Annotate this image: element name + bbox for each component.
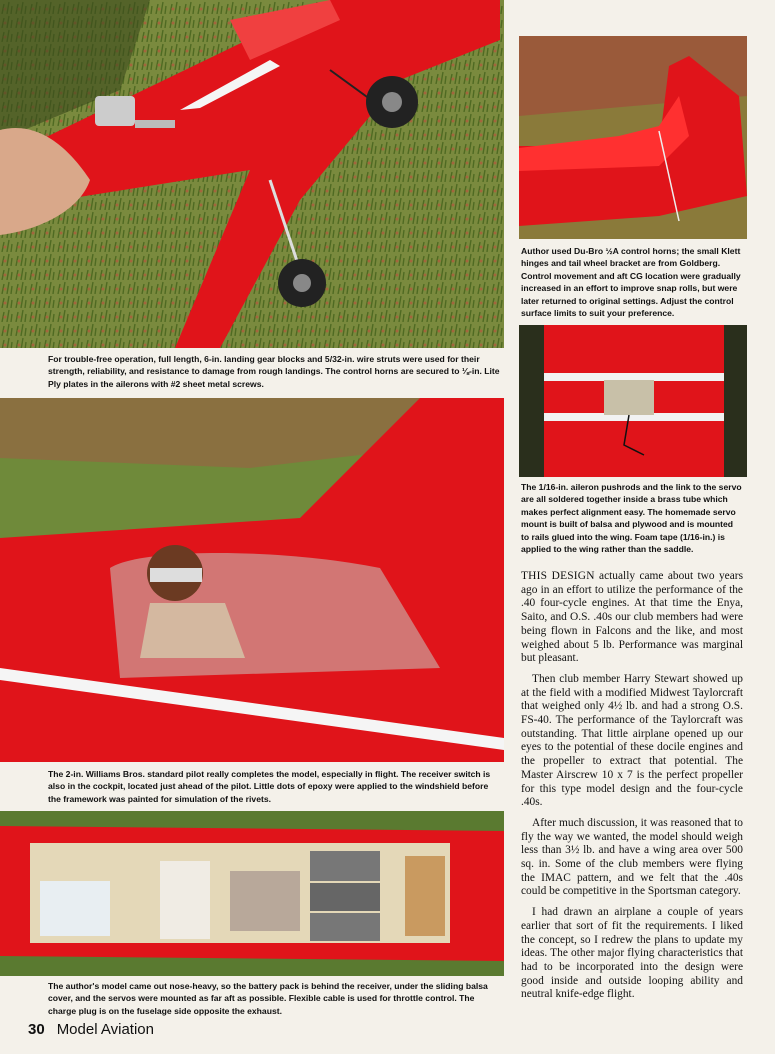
lead-in: THIS DESIGN bbox=[521, 570, 595, 582]
aileron-caption: The 1/16-in. aileron pushrods and the link to the servo are all soldered together inside a brass tube which makes perfect alignment easy. The homemade servo mount is built of balsa and plywood and is mounted to rails glued into the wing. Foam tape (1/16-in.) is applied to the wing rather than the saddle. bbox=[521, 482, 742, 555]
paragraph-2: Then club member Harry Stewart showed up at the field with a modified Midwest Taylorcraft that weighed only 4½ lb. and had a strong O.S. FS-40. The performance of the Taylorcraft was outstanding. That little airplane opened up our eyes to the potential of these docile engines and the propeller to extract that potential. The Master Airscrew 10 x 7 is the perfect propeller for this type model design and the four-cycle .40s. bbox=[521, 672, 743, 809]
paragraph-1 bbox=[521, 570, 743, 666]
page-number: 30 bbox=[28, 1021, 45, 1038]
cockpit-photo bbox=[0, 398, 504, 762]
page-footer bbox=[28, 1021, 154, 1038]
pilot-caption: The 2-in. Williams Bros. standard pilot really completes the model, especially in flight. The receiver switch is also in the cockpit, located just ahead of the pilot. Little dots of epoxy were applied to the windshield before the framework was painted for simulation of the rivets. bbox=[48, 769, 491, 804]
landing-gear-caption: For trouble-free operation, full length, 6-in. landing gear blocks and 5/32-in. wire struts were used for their strength, reliability, and resistance to damage from rough landings. The control horns are secured to ⅛-in. Lite Ply plates in the ailerons with #2 sheet metal screws. bbox=[48, 354, 500, 389]
magazine-name: Model Aviation bbox=[56, 1021, 154, 1038]
fuselage-caption: The author's model came out nose-heavy, so the battery pack is behind the receiver, under the sliding balsa cover, and the servos were mounted as far aft as possible. Flexible cable is used for throttle control. The charge plug is on the fuselage side opposite the exhaust. bbox=[48, 981, 488, 1016]
paragraph-1-text: actually came about two years ago in an effort to utilize the performance of the .40 four-cycle engines. At that time the Enya, Saito, and O.S. .40s our club members had were being flown in Falcons and the like, and most weighed about 5 lb. Performance was marginal but pleasant. bbox=[521, 570, 744, 665]
tail-caption: Author used Du-Bro ½A control horns; the small Klett hinges and tail wheel bracket are from Goldberg. Control movement and aft CG location were gradually increased in an effort to improve snap rolls, but were later returned to original settings. Adjust the control surface limits to suit your preference. bbox=[521, 246, 741, 319]
tail-photo bbox=[519, 36, 747, 239]
paragraph-3: After much discussion, it was reasoned that to fly the way we wanted, the model should weigh less than 3½ lb. and have a wing area over 500 sq. in. Some of the club members were flying the IMAC pattern, and we felt that the .40s could be competitive in the Sportsman category. bbox=[521, 816, 743, 898]
article-body bbox=[521, 570, 743, 1009]
servo-mount-photo bbox=[519, 325, 747, 477]
landing-gear-photo bbox=[0, 0, 504, 348]
fuselage-photo bbox=[0, 811, 504, 976]
paragraph-4: I had drawn an airplane a couple of years earlier that sort of fit the requirements. I liked the concept, so I redrew the plans to update my ideas. The other major flying characteristics that had to be incorporated into the design were good inside and outside looping ability and neutral knife-edge flight. bbox=[521, 906, 743, 1001]
